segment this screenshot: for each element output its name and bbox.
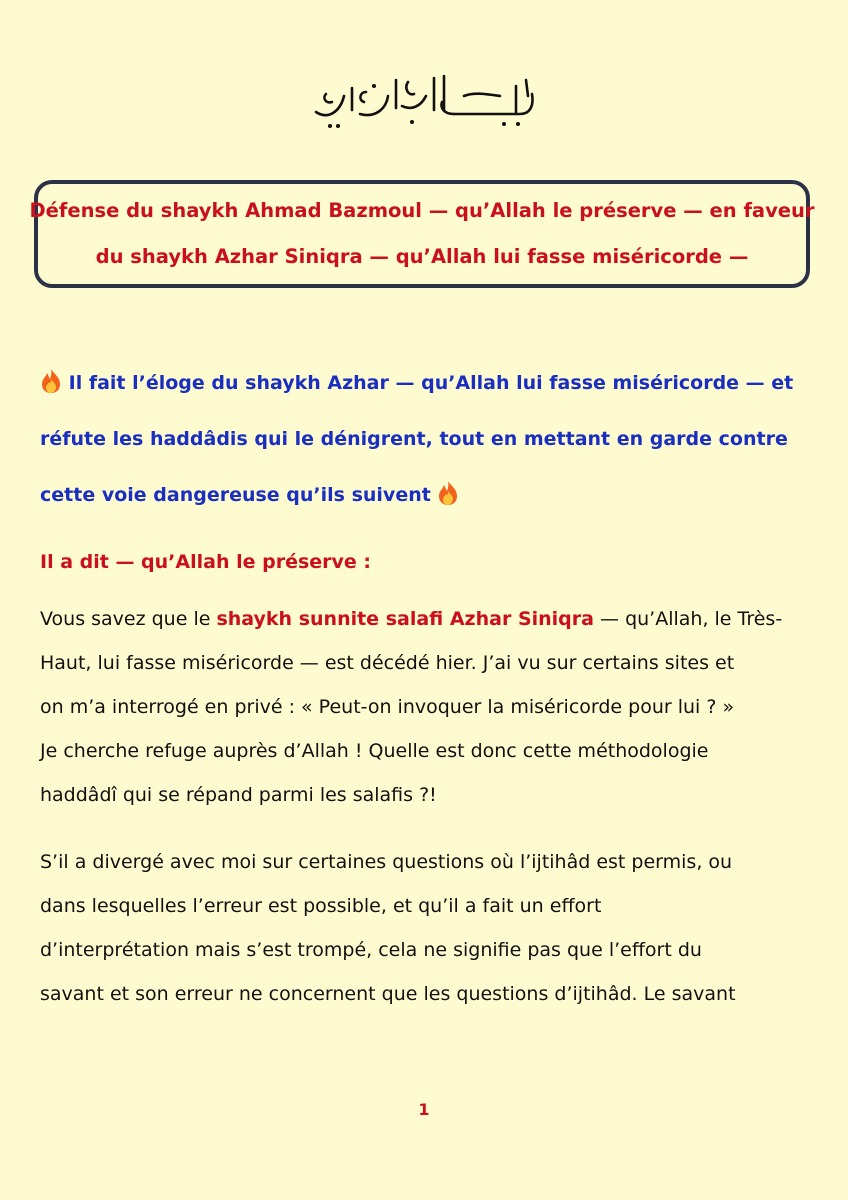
lead-paragraph bbox=[40, 358, 820, 526]
basmala-calligraphy-icon bbox=[0, 62, 848, 142]
paragraph-1 bbox=[40, 597, 816, 817]
lead-text-1: Il fait l’éloge du shaykh Azhar — qu’Allah lui fasse miséricorde — et bbox=[68, 372, 794, 394]
paragraph-2 bbox=[40, 840, 816, 1016]
paragraph-2-line-4: savant et son erreur ne concernent que les questions d’ijtihâd. Le savant bbox=[40, 983, 736, 1005]
paragraph-1-line-1 bbox=[40, 597, 816, 641]
paragraph-1-line-2: Haut, lui fasse miséricorde — est décédé hier. J’ai vu sur certains sites et bbox=[40, 652, 735, 674]
lead-line-1 bbox=[40, 358, 820, 414]
text-segment: — qu’Allah, le Très- bbox=[593, 608, 783, 630]
title-line-2: du shaykh Azhar Siniqra — qu’Allah lui fasse miséricorde — bbox=[95, 245, 749, 268]
intro-label: Il a dit — qu’Allah le préserve : bbox=[40, 551, 372, 573]
lead-line-3 bbox=[40, 470, 820, 526]
paragraph-1-line-3: on m’a interrogé en privé : « Peut-on invoquer la miséricorde pour lui ? » bbox=[40, 696, 735, 718]
title-box bbox=[29, 180, 815, 288]
fire-emoji-icon bbox=[40, 368, 62, 394]
text-segment: Vous savez que le bbox=[40, 608, 217, 630]
lead-line-2: réfute les haddâdis qui le dénigrent, tout en mettant en garde contre bbox=[40, 428, 788, 450]
title-line-1: Défense du shaykh Ahmad Bazmoul — qu’Allah le préserve — en faveur bbox=[29, 199, 815, 222]
lead-text-3: cette voie dangereuse qu’ils suivent bbox=[40, 484, 431, 506]
paragraph-2-line-3: d’interprétation mais s’est trompé, cela ne signifie pas que l’effort du bbox=[40, 939, 702, 961]
paragraph-2-line-1: S’il a divergé avec moi sur certaines questions où l’ijtihâd est permis, ou bbox=[40, 851, 733, 873]
paragraph-2-line-2: dans lesquelles l’erreur est possible, et qu’il a fait un effort bbox=[40, 895, 602, 917]
fire-emoji-icon bbox=[437, 480, 459, 506]
paragraph-1-line-4: Je cherche refuge auprès d’Allah ! Quelle est donc cette méthodologie bbox=[40, 740, 709, 762]
highlighted-name: shaykh sunnite salafi Azhar Siniqra bbox=[216, 608, 594, 630]
paragraph-1-line-5: haddâdî qui se répand parmi les salafis ?! bbox=[40, 784, 437, 806]
page-number: 1 bbox=[418, 1100, 430, 1119]
